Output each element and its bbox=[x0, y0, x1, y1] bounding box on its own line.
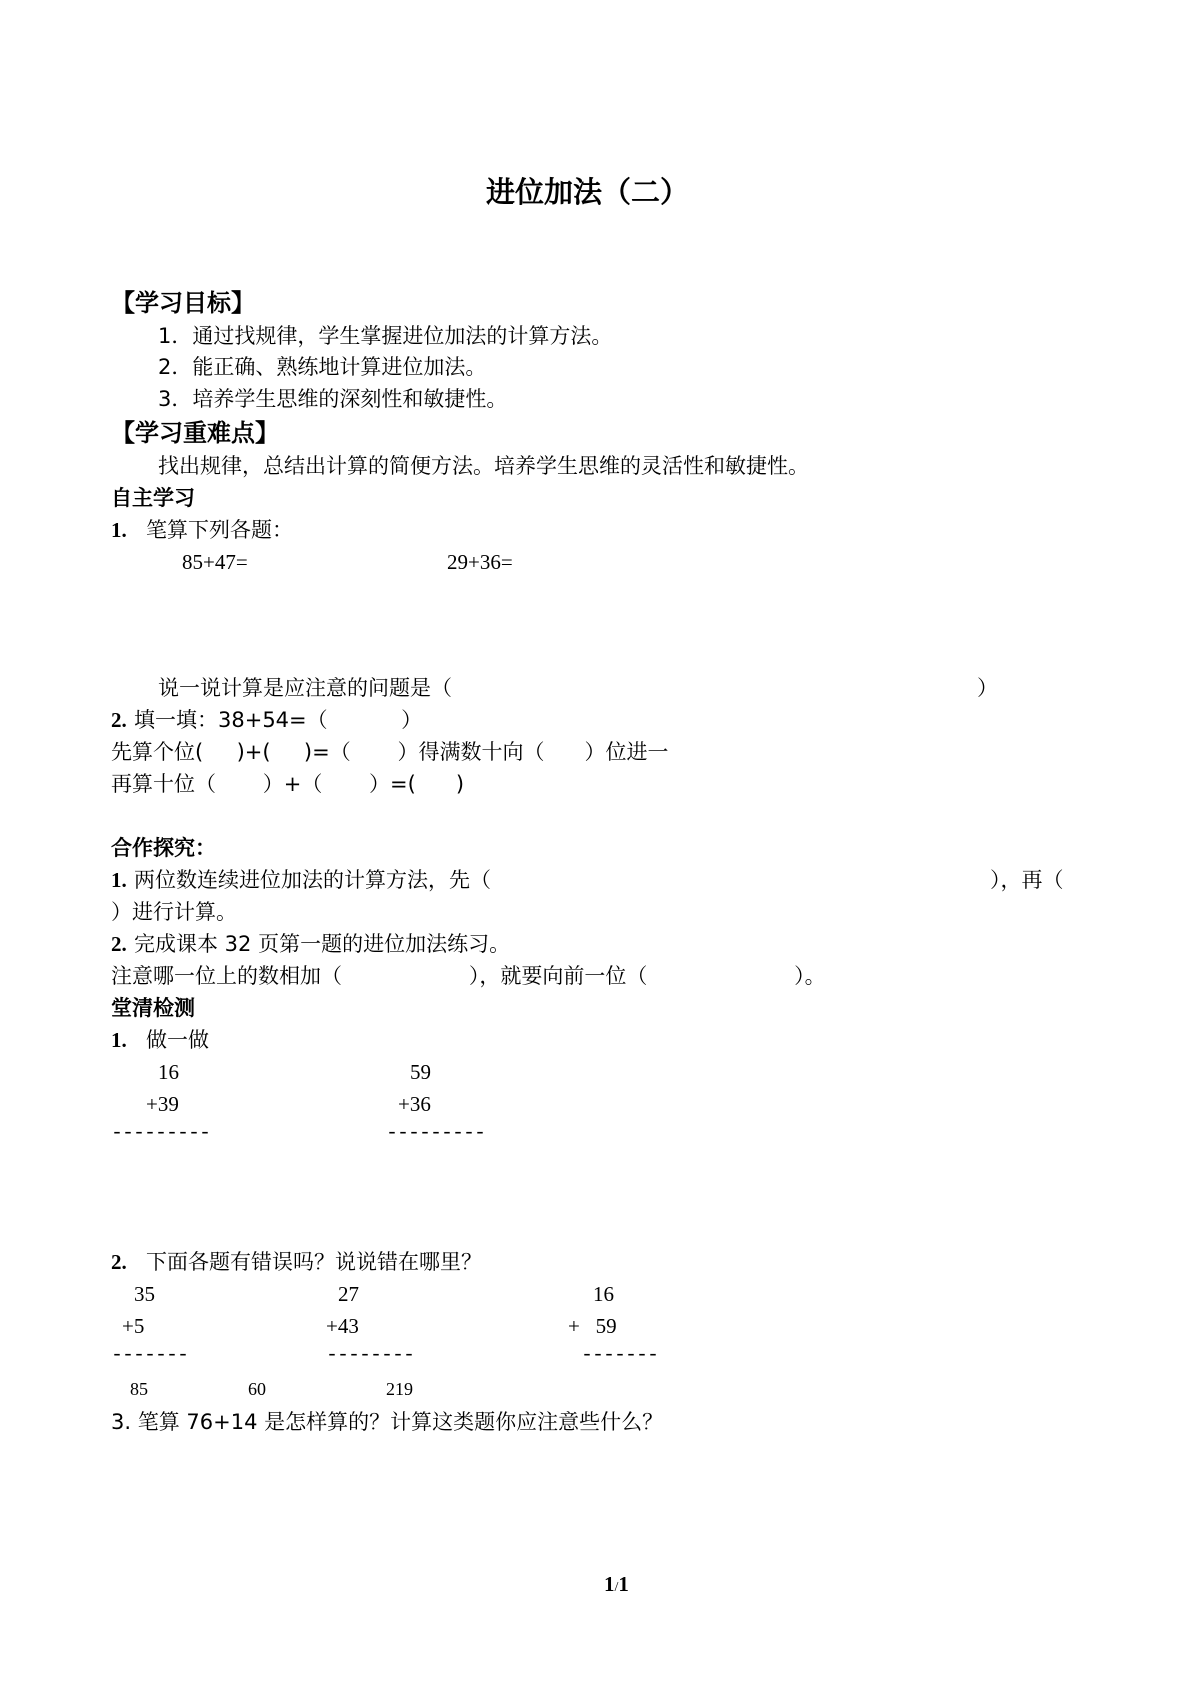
coop-q1-text: 两位数连续进位加法的计算方法，先（ bbox=[134, 868, 491, 892]
page-separator: / bbox=[614, 1580, 619, 1595]
check-q2-number: 2. bbox=[111, 1250, 127, 1274]
error-1-line: ------- bbox=[111, 1344, 189, 1367]
self-q2-number: 2. bbox=[111, 708, 127, 732]
coop-q1-number: 1. bbox=[111, 868, 127, 892]
error-3-result: 219 bbox=[386, 1379, 413, 1399]
check-heading: 堂清检测 bbox=[111, 996, 195, 1020]
error-1-result: 85 bbox=[130, 1379, 148, 1399]
self-q1-number: 1. bbox=[111, 518, 127, 542]
expression-1: 85+47= bbox=[182, 550, 248, 574]
goal-item-3: 3．培养学生思维的深刻性和敏捷性。 bbox=[158, 387, 508, 411]
page-number bbox=[583, 1553, 629, 1616]
page-total: 1 bbox=[618, 1572, 629, 1596]
cooperate-heading: 合作探究： bbox=[111, 836, 216, 860]
problem-1-top: 16 bbox=[158, 1060, 179, 1084]
error-2-bottom: +43 bbox=[326, 1314, 359, 1338]
coop-q1-text-end: ），再（ bbox=[990, 868, 1064, 892]
error-2-top: 27 bbox=[338, 1282, 359, 1306]
self-q2-line1: 先算个位( )+( )=（ ）得满数十向（ ）位进一 bbox=[111, 740, 669, 764]
problem-2-line: --------- bbox=[386, 1122, 486, 1145]
self-q2-line2: 再算十位（ ）+（ ）=( ) bbox=[111, 772, 465, 796]
check-q3-text: 3. 笔算 76+14 是怎样算的？计算这类题你应注意些什么？ bbox=[111, 1410, 664, 1434]
page-current: 1 bbox=[604, 1572, 615, 1596]
problem-1-bottom: +39 bbox=[146, 1092, 179, 1116]
self-q1-text: 笔算下列各题： bbox=[146, 518, 293, 542]
error-3-top: 16 bbox=[593, 1282, 614, 1306]
check-q1-text: 做一做 bbox=[146, 1028, 209, 1052]
problem-1-line: --------- bbox=[111, 1122, 211, 1145]
problem-2-bottom: +36 bbox=[398, 1092, 431, 1116]
self-note: 说一说计算是应注意的问题是（ bbox=[158, 676, 452, 700]
check-q2-text: 下面各题有错误吗？说说错在哪里？ bbox=[146, 1250, 482, 1274]
error-3-bottom: + 59 bbox=[568, 1314, 617, 1338]
keypoints-text: 找出规律，总结出计算的简便方法。培养学生思维的灵活性和敏捷性。 bbox=[158, 454, 809, 478]
goal-item-1: 1．通过找规律，学生掌握进位加法的计算方法。 bbox=[158, 324, 613, 348]
expression-2: 29+36= bbox=[447, 550, 513, 574]
error-3-line: ------- bbox=[581, 1344, 659, 1367]
error-2-line: -------- bbox=[326, 1344, 415, 1367]
self-note-close: ） bbox=[977, 676, 998, 700]
coop-q2-note: 注意哪一位上的数相加（ ），就要向前一位（ ）。 bbox=[111, 964, 826, 988]
goal-item-2: 2．能正确、熟练地计算进位加法。 bbox=[158, 355, 487, 379]
page-title: 进位加法（二） bbox=[486, 175, 690, 209]
error-2-result: 60 bbox=[248, 1379, 266, 1399]
self-q2-text: 填一填：38+54=（ ） bbox=[134, 708, 423, 732]
error-1-bottom: +5 bbox=[122, 1314, 145, 1338]
problem-2-top: 59 bbox=[410, 1060, 431, 1084]
goals-heading: 【学习目标】 bbox=[111, 289, 255, 317]
coop-q2-number: 2. bbox=[111, 932, 127, 956]
check-q1-number: 1. bbox=[111, 1028, 127, 1052]
coop-q2-text: 完成课本 32 页第一题的进位加法练习。 bbox=[134, 932, 511, 956]
self-study-heading: 自主学习 bbox=[111, 486, 195, 510]
coop-q1-continuation: ）进行计算。 bbox=[111, 900, 237, 924]
keypoints-heading: 【学习重难点】 bbox=[111, 419, 279, 447]
error-1-top: 35 bbox=[134, 1282, 155, 1306]
